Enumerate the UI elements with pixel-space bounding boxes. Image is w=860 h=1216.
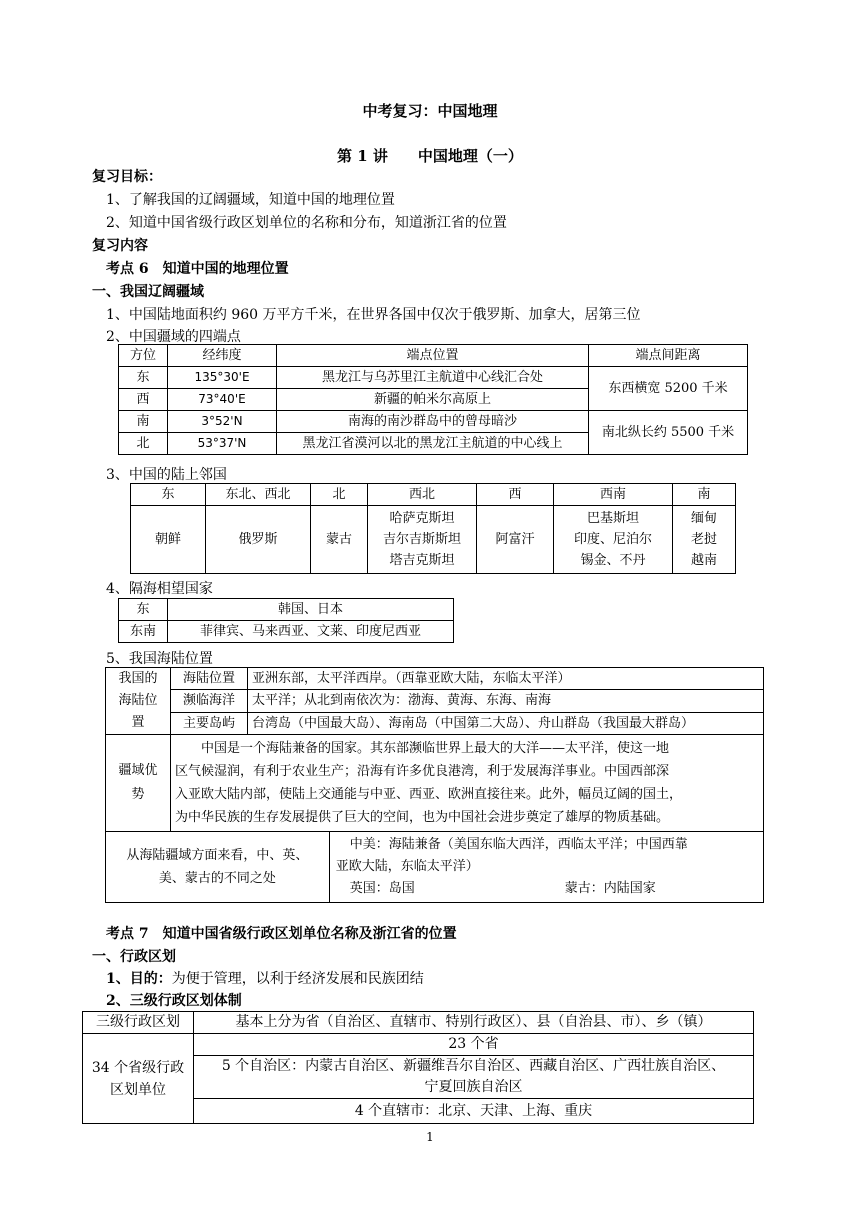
neighbor-cell: 缅甸 老挝 越南 xyxy=(673,506,736,574)
neighbor-cell: 朝鲜 xyxy=(131,506,206,574)
extreme-place: 黑龙江与乌苏里江主航道中心线汇合处 xyxy=(277,367,589,389)
lecture-title: 第 1 讲 中国地理（一） xyxy=(337,147,523,165)
sea-countries: 菲律宾、马来西亚、文莱、印度尼西亚 xyxy=(168,621,454,643)
content-heading: 复习内容 xyxy=(92,238,148,254)
extreme-coord: 135°30'E xyxy=(168,367,277,389)
neighbor-header: 北 xyxy=(311,484,368,506)
position-key: 主要岛屿 xyxy=(171,712,248,734)
extreme-place: 黑龙江省漠河以北的黑龙江主航道的中心线上 xyxy=(277,433,589,455)
admin-level-label: 三级行政区划 xyxy=(83,1012,194,1034)
header-dir: 方位 xyxy=(119,345,168,367)
point7-heading: 考点 7 知道中国省级行政区划单位名称及浙江省的位置 xyxy=(106,926,457,942)
admin-level-text: 基本上分为省（自治区、直辖市、特别行政区）、县（自治县、市）、乡（镇） xyxy=(194,1012,754,1034)
neighbors-table xyxy=(130,483,736,574)
compare-text: 中美：海陆兼备（美国东临大西洋，西临太平洋；中国西靠 亚欧大陆，东临太平洋） 英国：岛国 蒙古：内陆国家 xyxy=(329,832,763,903)
neighbor-header: 西南 xyxy=(554,484,673,506)
item-extremes: 2、中国疆域的四端点 xyxy=(106,329,241,345)
item-sea-land-position: 5、我国海陆位置 xyxy=(106,651,213,667)
extreme-dir: 东 xyxy=(119,367,168,389)
page-title: 中考复习：中国地理 xyxy=(362,102,498,120)
distance-ew: 东西横宽 5200 千米 xyxy=(589,367,748,411)
compare-uk: 英国：岛国 xyxy=(349,881,415,896)
position-table xyxy=(105,667,764,903)
autonomous-regions: 5 个自治区：内蒙古自治区、新疆维吾尔自治区、西藏自治区、广西壮族自治区、 宁夏回族自治区 xyxy=(194,1056,754,1099)
extremes-table xyxy=(118,344,748,455)
item-purpose: 1、目的：为便于管理，以利于经济发展和民族团结 xyxy=(106,971,424,987)
neighbor-header: 东 xyxy=(131,484,206,506)
province-units-label: 34 个省级行政 区划单位 xyxy=(83,1034,194,1124)
sea-dir: 东南 xyxy=(119,621,168,643)
item-land-neighbors: 3、中国的陆上邻国 xyxy=(106,467,227,483)
compare-label: 从海陆疆域方面来看，中、英、 美、蒙古的不同之处 xyxy=(106,832,330,903)
neighbor-header: 南 xyxy=(673,484,736,506)
neighbor-header: 西北 xyxy=(368,484,477,506)
section-territory: 一、我国辽阔疆域 xyxy=(92,284,204,300)
position-value: 台湾岛（中国最大岛）、海南岛（中国第二大岛）、舟山群岛（我国最大群岛） xyxy=(248,712,764,734)
position-label: 我国的 海陆位 置 xyxy=(106,668,171,735)
header-distance: 端点间距离 xyxy=(589,345,748,367)
goal-1: 1、了解我国的辽阔疆域，知道中国的地理位置 xyxy=(106,192,395,208)
extreme-dir: 西 xyxy=(119,389,168,411)
extreme-place: 南海的南沙群岛中的曾母暗沙 xyxy=(277,411,589,433)
neighbor-cell: 哈萨克斯坦 吉尔吉斯斯坦 塔吉克斯坦 xyxy=(368,506,477,574)
sea-dir: 东 xyxy=(119,599,168,621)
position-key: 海陆位置 xyxy=(171,668,248,690)
item-admin-system: 2、三级行政区划体制 xyxy=(106,993,242,1009)
goals-heading: 复习目标： xyxy=(92,169,162,185)
neighbor-cell: 俄罗斯 xyxy=(206,506,311,574)
extreme-coord: 3°52'N xyxy=(168,411,277,433)
page-number: 1 xyxy=(426,1130,434,1144)
provinces: 23 个省 xyxy=(194,1034,754,1056)
header-coord: 经纬度 xyxy=(168,345,277,367)
advantage-label: 疆域优 势 xyxy=(106,735,171,832)
distance-ns: 南北纵长约 5500 千米 xyxy=(589,411,748,455)
neighbor-cell: 蒙古 xyxy=(311,506,368,574)
sea-countries: 韩国、日本 xyxy=(168,599,454,621)
extreme-coord: 53°37'N xyxy=(168,433,277,455)
extreme-dir: 北 xyxy=(119,433,168,455)
item-sea-neighbors: 4、隔海相望国家 xyxy=(106,581,213,597)
position-value: 亚洲东部，太平洋西岸。（西靠亚欧大陆，东临太平洋） xyxy=(248,668,764,690)
position-key: 濒临海洋 xyxy=(171,690,248,712)
neighbor-header: 东北、西北 xyxy=(206,484,311,506)
position-value: 太平洋；从北到南依次为：渤海、黄海、东海、南海 xyxy=(248,690,764,712)
section-admin: 一、行政区划 xyxy=(92,949,176,965)
compare-mongolia: 蒙古：内陆国家 xyxy=(564,881,656,896)
admin-table xyxy=(82,1011,754,1124)
neighbor-header: 西 xyxy=(477,484,554,506)
sea-neighbors-table xyxy=(118,598,454,643)
goal-2: 2、知道中国省级行政区划单位的名称和分布，知道浙江省的位置 xyxy=(106,215,507,231)
point6-heading: 考点 6 知道中国的地理位置 xyxy=(106,261,289,277)
extreme-place: 新疆的帕米尔高原上 xyxy=(277,389,589,411)
advantage-text: 中国是一个海陆兼备的国家。其东部濒临世界上最大的大洋——太平洋，使这一地 区气候湿润，有利于农业生产；沿海有许多优良港湾，利于发展海洋事业。中国西部深 入亚欧大陆内部，使陆上交通能与中亚、西亚、欧洲直接往来。此外，幅员辽阔的国土， 为中华民族的生存发展提供了巨大的空间，也为中国社会进步奠定了雄厚的物质基础。 xyxy=(171,735,764,832)
header-place: 端点位置 xyxy=(277,345,589,367)
neighbor-cell: 巴基斯坦 印度、尼泊尔 锡金、不丹 xyxy=(554,506,673,574)
extreme-dir: 南 xyxy=(119,411,168,433)
municipalities: 4 个直辖市：北京、天津、上海、重庆 xyxy=(194,1099,754,1124)
neighbor-cell: 阿富汗 xyxy=(477,506,554,574)
extreme-coord: 73°40'E xyxy=(168,389,277,411)
item-area: 1、中国陆地面积约 960 万平方千米，在世界各国中仅次于俄罗斯、加拿大，居第三位 xyxy=(106,307,641,323)
